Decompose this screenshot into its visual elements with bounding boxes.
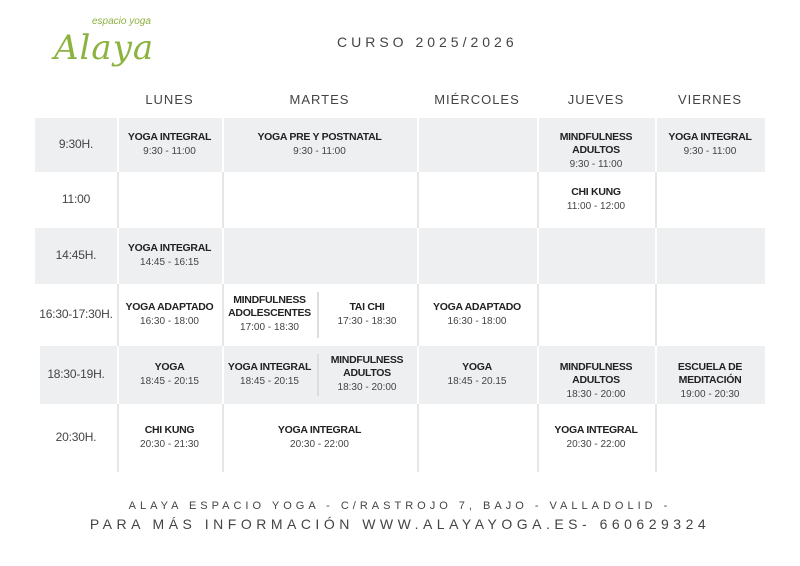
column-divider — [417, 228, 419, 284]
class-name: YOGA INTEGRAL — [668, 131, 752, 143]
class-time: 9:30 - 11:00 — [293, 146, 346, 157]
day-header-martes: MARTES — [289, 92, 350, 107]
class-jueves — [537, 186, 655, 212]
class-time: 16:30 - 18:00 — [140, 316, 199, 327]
class-time: 16:30 - 18:00 — [447, 316, 507, 327]
class-name: TAI CHI — [349, 301, 385, 313]
class-time: 9:30 - 11:00 — [683, 146, 737, 157]
class-martes_b — [317, 354, 417, 393]
class-martes — [222, 131, 417, 157]
class-time: 20:30 - 21:30 — [140, 439, 199, 450]
day-header-jueves: JUEVES — [567, 92, 625, 107]
footer-info: PARA MÁS INFORMACIÓN WWW.ALAYAYOGA.ES- 660629324 — [89, 516, 711, 532]
schedule-row — [35, 118, 765, 172]
class-time: 17:00 - 18:30 — [240, 322, 299, 333]
schedule-row — [35, 404, 765, 472]
alaya-logo — [50, 16, 180, 70]
class-lunes — [117, 361, 222, 387]
schedule-row — [35, 228, 765, 284]
class-jueves — [537, 131, 655, 170]
schedule-row — [35, 172, 765, 228]
class-time: 9:30 - 11:00 — [569, 159, 623, 170]
class-miercoles — [417, 301, 537, 327]
class-time: 18:45 - 20:15 — [240, 376, 299, 387]
class-time: 18:30 - 20:00 — [337, 382, 397, 393]
class-lunes — [117, 242, 222, 268]
class-time: 9:30 - 11:00 — [143, 146, 196, 157]
class-name: YOGA ADAPTADO — [125, 301, 214, 313]
class-viernes — [655, 361, 765, 400]
class-time: 20:30 - 22:00 — [566, 439, 626, 450]
time-slot: 18:30-19H. — [47, 367, 105, 381]
class-name: MINDFULNESS ADOLESCENTES — [228, 294, 311, 319]
logo-tagline: espacio yoga — [92, 16, 151, 27]
class-name: YOGA INTEGRAL — [227, 361, 312, 373]
class-name: YOGA INTEGRAL — [277, 424, 362, 436]
column-divider — [417, 404, 419, 472]
class-name: MINDFULNESS ADULTOS — [330, 354, 404, 379]
class-jueves — [537, 361, 655, 400]
column-divider — [655, 404, 657, 472]
column-divider — [655, 228, 657, 284]
column-divider — [222, 228, 224, 284]
column-divider — [655, 172, 657, 228]
logo-name: Alaya — [54, 28, 155, 68]
class-name: MINDFULNESS ADULTOS — [559, 361, 633, 386]
class-martes_b — [317, 301, 417, 327]
column-divider — [222, 172, 224, 228]
time-slot: 16:30-17:30H. — [39, 307, 113, 321]
class-name: MINDFULNESS ADULTOS — [559, 131, 633, 156]
class-name: CHI KUNG — [571, 186, 621, 198]
time-slot: 9:30H. — [58, 137, 94, 151]
column-divider — [417, 172, 419, 228]
class-time: 20:30 - 22:00 — [290, 439, 349, 450]
class-name: CHI KUNG — [144, 424, 195, 436]
class-martes_a — [222, 361, 317, 387]
footer-address: ALAYA ESPACIO YOGA - C/RASTROJO 7, BAJO - VALLADOLID - — [128, 500, 672, 512]
column-divider — [537, 228, 539, 284]
class-time: 17:30 - 18:30 — [337, 316, 397, 327]
class-jueves — [537, 424, 655, 450]
column-divider — [417, 118, 419, 172]
time-slot: 11:00 — [61, 192, 91, 206]
class-martes — [222, 424, 417, 450]
class-name: ESCUELA DE MEDITACIÓN — [677, 361, 743, 386]
class-name: YOGA PRE Y POSTNATAL — [257, 131, 382, 143]
column-divider — [117, 172, 119, 228]
class-lunes — [117, 301, 222, 327]
column-divider — [537, 284, 539, 346]
class-time: 19:00 - 20:30 — [680, 389, 740, 400]
class-name: YOGA — [462, 361, 492, 373]
class-time: 18:45 - 20.15 — [447, 376, 507, 387]
class-name: YOGA INTEGRAL — [127, 242, 212, 254]
class-name: YOGA INTEGRAL — [127, 131, 212, 143]
class-viernes — [655, 131, 765, 157]
class-name: YOGA — [154, 361, 185, 373]
class-name: YOGA ADAPTADO — [433, 301, 521, 313]
class-lunes — [117, 131, 222, 157]
time-slot: 14:45H. — [55, 248, 97, 262]
day-header-lunes: LUNES — [145, 92, 194, 107]
course-title: CURSO 2025/2026 — [337, 34, 518, 50]
class-miercoles — [417, 361, 537, 387]
class-time: 18:45 - 20:15 — [140, 376, 199, 387]
schedule-row — [35, 284, 765, 346]
class-lunes — [117, 424, 222, 450]
time-slot: 20:30H. — [55, 430, 97, 444]
class-time: 11:00 - 12:00 — [566, 201, 626, 212]
column-divider — [655, 284, 657, 346]
schedule-row — [40, 346, 765, 404]
class-martes_a — [222, 294, 317, 333]
class-time: 18:30 - 20:00 — [566, 389, 626, 400]
class-time: 14:45 - 16:15 — [140, 257, 199, 268]
day-header-viernes: VIERNES — [677, 92, 743, 107]
class-name: YOGA INTEGRAL — [554, 424, 638, 436]
day-header-miercoles: MIÉRCOLES — [434, 92, 520, 107]
